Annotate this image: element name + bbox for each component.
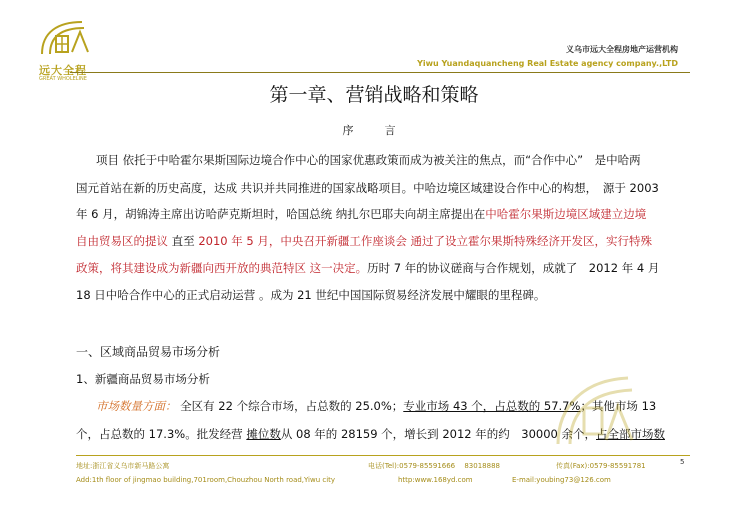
paragraph-line	[76, 180, 659, 196]
preface-heading: 序 言	[342, 124, 406, 137]
agency-name-en: Yiwu Yuandaquancheng Real Estate agency company.,LTD	[417, 59, 678, 68]
watermark-logo-icon	[548, 370, 640, 450]
highlight-text: 政策，将其建设成为新疆向西开放的典范特区 这一决定。	[76, 261, 368, 275]
company-logo	[22, 18, 112, 86]
footer-address-cn: 地址:浙江省义乌市新马路公寓	[76, 462, 170, 470]
underlined-text: 专业市场 43 个，占总数的 57.7%	[403, 399, 581, 413]
footer-fax: 传真(Fax):0579-85591781	[556, 462, 646, 470]
body-text: 18 日中哈合作中心的正式启动运营 。成为 21 世纪中国国际贸易经济发展中耀眼的里程碑。	[76, 288, 546, 302]
body-text: 从 08 年的 28159 个，增长到 2012 年的约 30000 余个，	[280, 427, 596, 441]
body-text: 国元首站在新的历史高度，达成 共识并共同推进的国家战略项目。中哈边境区域建设合作中心的构想， 源于 2003	[76, 181, 659, 195]
footer-email[interactable]: E-mail:youbing73@126.com	[512, 476, 611, 484]
footer-phone: 电话(Tel):0579-85591666 83018888	[368, 462, 500, 470]
paragraph-line	[96, 152, 641, 168]
highlight-text: 2010 年 5 月，中央召开新疆工作座谈会 通过了设立霍尔果斯特殊经济开发区，实行特殊	[198, 234, 653, 248]
body-text: ；其他市场 13	[580, 399, 657, 413]
logo-mark-icon	[36, 18, 92, 58]
body-text: 个，占总数的 17.3%。批发经营	[76, 427, 247, 441]
paragraph-line	[76, 233, 652, 249]
italic-label: 市场数量方面：	[96, 399, 177, 413]
body-text: 项目 依托于中哈霍尔果斯国际边境合作中心的国家优惠政策而成为被关注的焦点，而“合作中心” 是中哈两	[96, 153, 641, 167]
highlight-text: 中哈霍尔果斯边境区域建立边境	[485, 207, 647, 221]
paragraph-line	[76, 260, 659, 276]
footer-address-en: Add:1th floor of jingmao building,701room,Chouzhou North road,Yiwu city	[76, 476, 336, 484]
body-text: 年 6 月，胡锦涛主席出访哈萨克斯坦时，哈国总统 纳扎尔巴耶夫向胡主席提出在	[76, 207, 486, 221]
highlight-text: 自由贸易区的提议	[76, 234, 168, 248]
page-number: 5	[680, 458, 685, 466]
section-heading: 一、区域商品贸易市场分析	[76, 345, 221, 359]
agency-name-cn: 义乌市远大全程房地产运营机构	[566, 45, 678, 54]
paragraph-line	[76, 287, 545, 303]
footer-divider	[76, 455, 690, 456]
logo-text-cn: 远大全程	[39, 64, 87, 77]
chapter-title: 第一章、营销战略和策略	[269, 84, 479, 106]
logo-text-en: GREAT WHOLELINE	[39, 76, 87, 82]
underlined-text: 占全部市场数	[596, 427, 665, 441]
footer-website[interactable]: http:www.168yd.com	[398, 476, 473, 484]
body-text: 历时 7 年的协议磋商与合作规划，成就了 2012 年 4 月	[367, 261, 660, 275]
underlined-text: 摊位数	[246, 427, 281, 441]
body-text: 全区有 22 个综合市场，占总数的 25.0%；	[176, 399, 404, 413]
header-divider	[70, 72, 690, 73]
paragraph-line	[76, 206, 646, 222]
subsection-heading: 1、新疆商品贸易市场分析	[76, 372, 210, 386]
body-text: 直至	[168, 234, 199, 248]
